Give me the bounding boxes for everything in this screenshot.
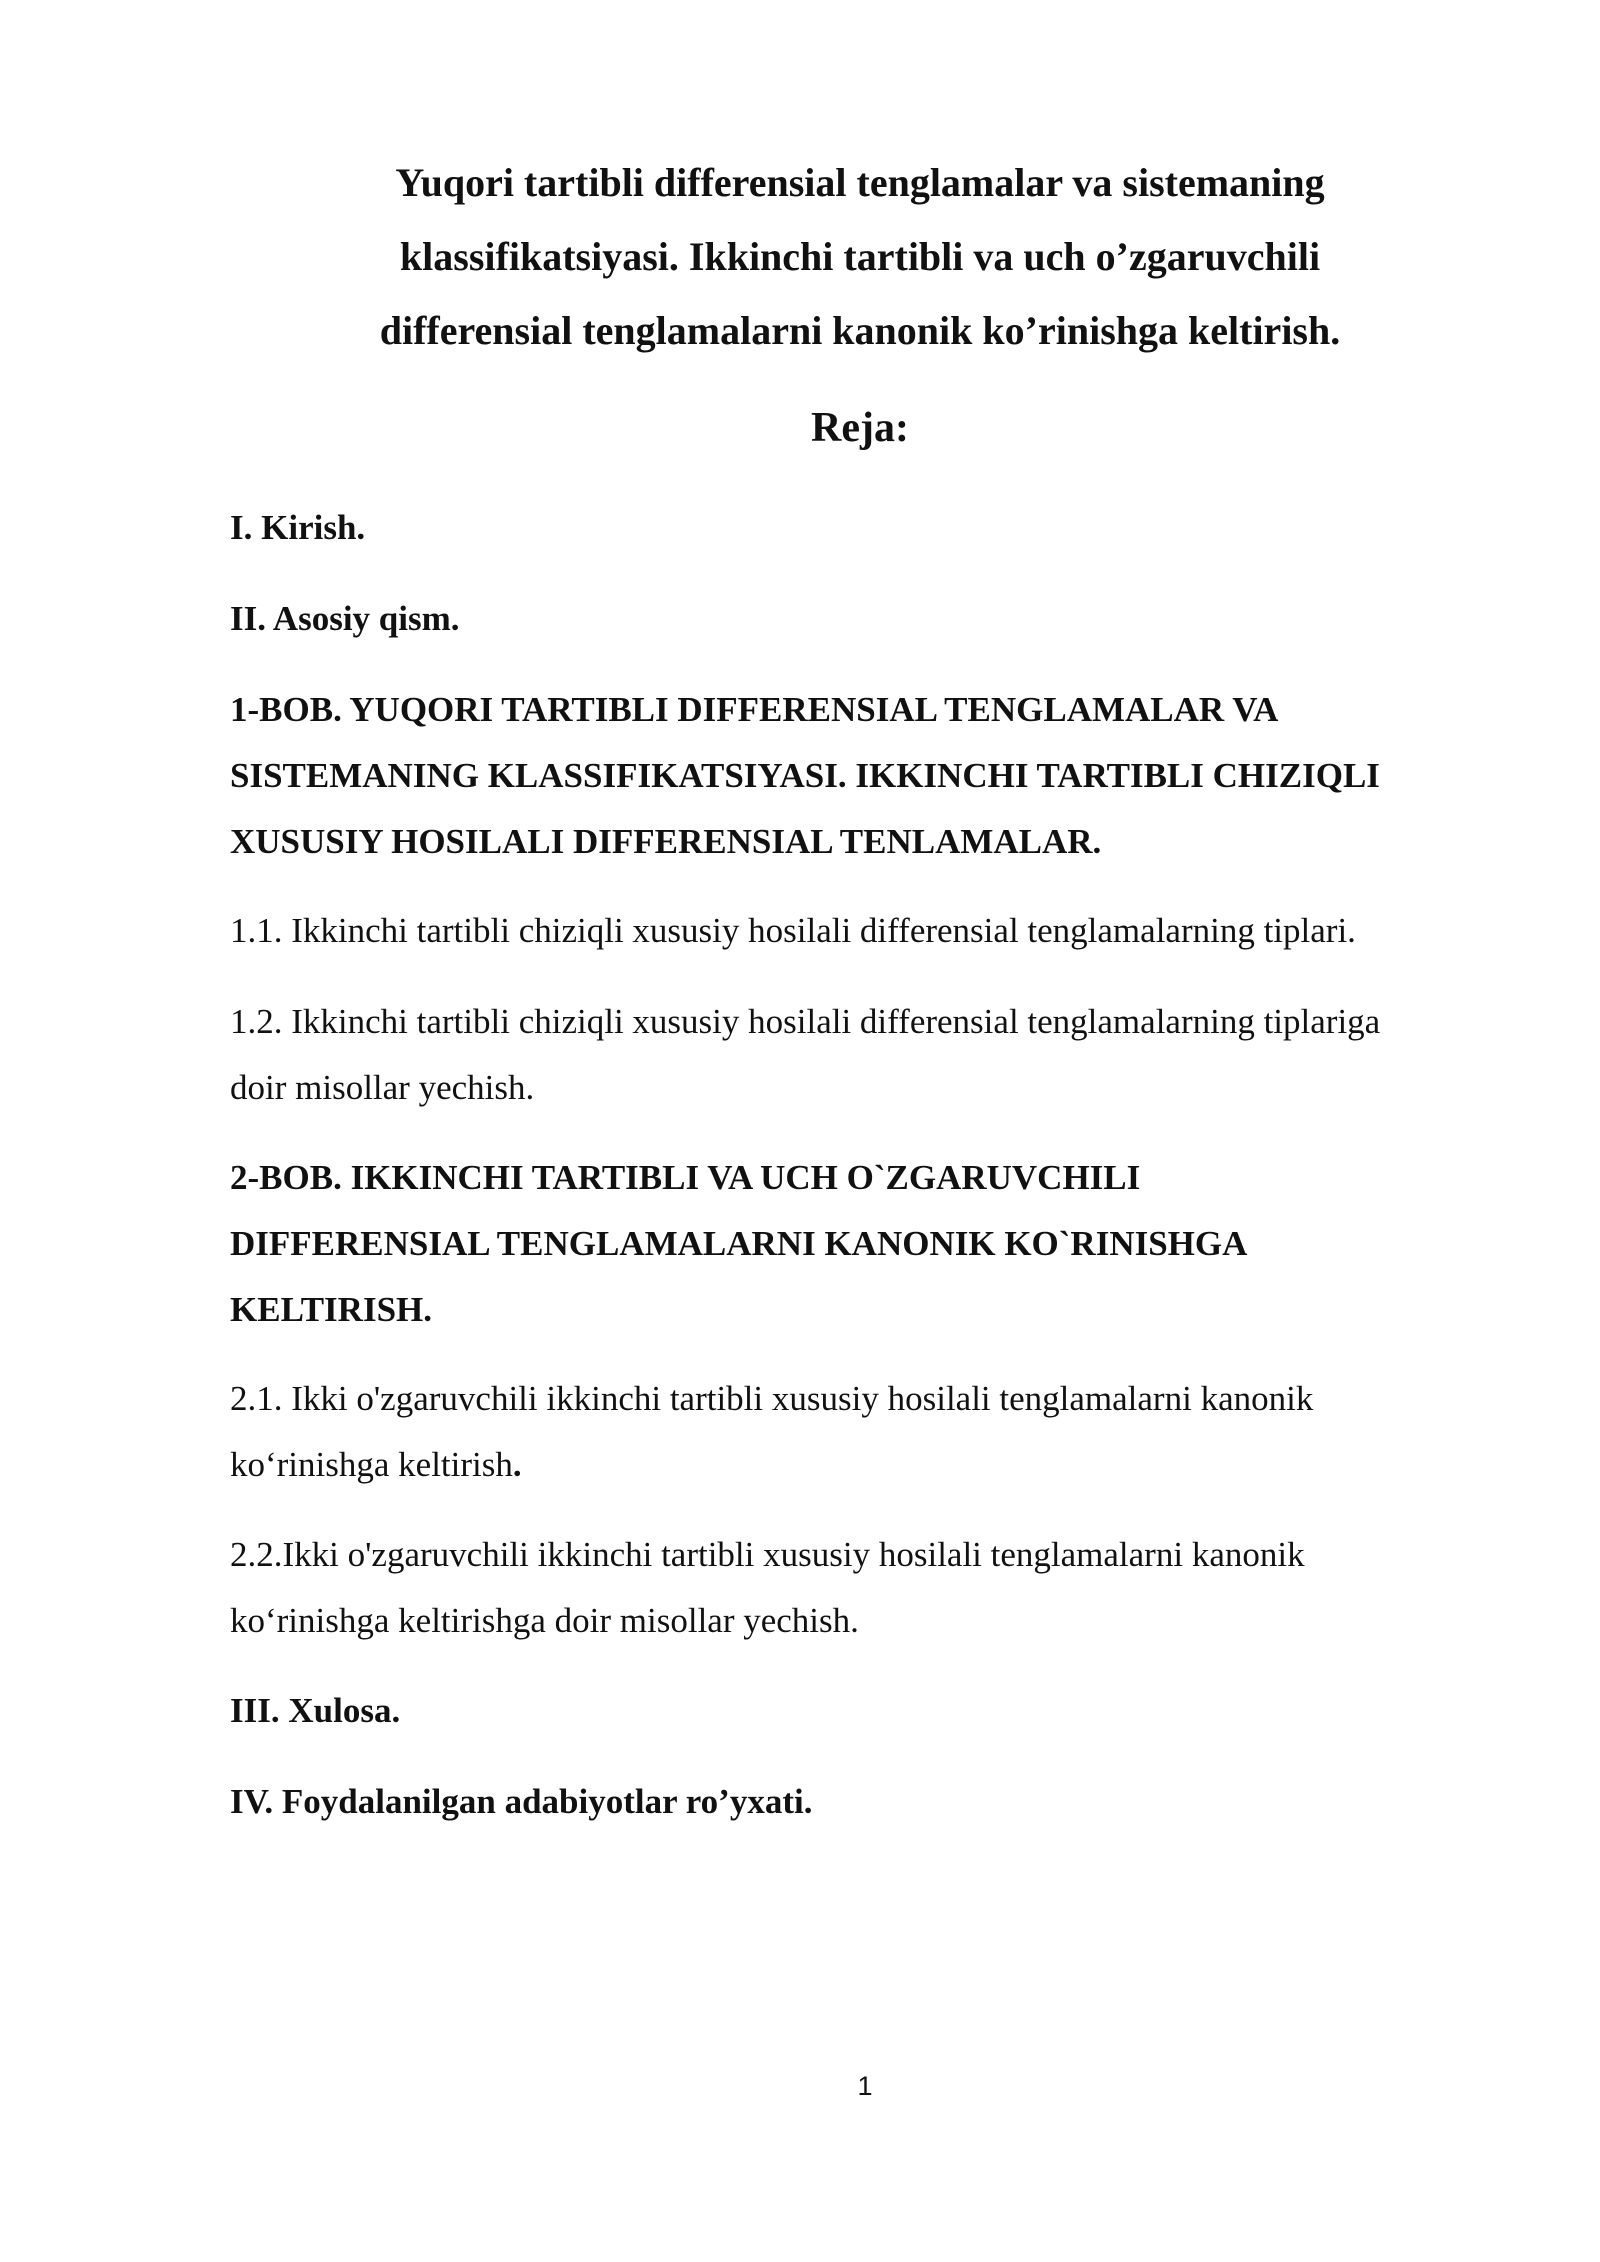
outline-item-section-2-2 — [230, 1522, 1530, 1654]
outline-line: I. Kirish. — [230, 508, 366, 547]
page-number: 1 — [857, 2071, 873, 2101]
outline-line: KELTIRISH. — [230, 1290, 433, 1329]
outline-line: XUSUSIY HOSILALI DIFFERENSIAL TENLAMALAR. — [230, 822, 1102, 861]
outline-line: doir misollar yechish. — [230, 1068, 535, 1107]
outline-item-references — [230, 1769, 1530, 1835]
outline-item-section-1-1 — [230, 898, 1530, 964]
title-line: differensial tenglamalarni kanonik ko’rinishga keltirish. — [379, 308, 1341, 353]
outline-line: 2.1. Ikki o'zgaruvchili ikkinchi tartibli xususiy hosilali tenglamalarni kanonik — [230, 1379, 1314, 1418]
outline-line: 1.2. Ikkinchi tartibli chiziqli xususiy hosilali differensial tenglamalarning tiplariga — [230, 1002, 1381, 1041]
document-title — [230, 146, 1490, 368]
title-line: klassifikatsiyasi. Ikkinchi tartibli va uch o’zgaruvchili — [399, 234, 1321, 279]
outline-line: SISTEMANING KLASSIFIKATSIYASI. IKKINCHI TARTIBLI CHIZIQLI — [230, 756, 1380, 795]
outline-line: 1-BOB. YUQORI TARTIBLI DIFFERENSIAL TENGLAMALAR VA — [230, 690, 1279, 729]
title-line: Yuqori tartibli differensial tenglamalar va sistemaning — [395, 160, 1325, 205]
outline-line-text: ko‘rinishga keltirish — [230, 1445, 513, 1484]
outline-item-conclusion — [230, 1678, 1530, 1744]
outline-item-introduction — [230, 495, 1530, 561]
outline-line: 1.1. Ikkinchi tartibli chiziqli xususiy hosilali differensial tenglamalarning tiplari. — [230, 911, 1356, 950]
outline-line: ko‘rinishga keltirishga doir misollar yechish. — [230, 1601, 859, 1640]
outline-item-main-part — [230, 586, 1530, 652]
outline-line: III. Xulosa. — [230, 1691, 401, 1730]
outline-item-chapter-2 — [230, 1145, 1530, 1343]
outline-line-bold-period: . — [512, 1445, 522, 1484]
outline-line: DIFFERENSIAL TENGLAMALARNI KANONIK KO`RINISHGA — [230, 1224, 1248, 1263]
outline-item-section-1-2 — [230, 989, 1530, 1121]
outline-line: IV. Foydalanilgan adabiyotlar ro’yxati. — [230, 1782, 813, 1821]
outline-line: 2.2.Ikki o'zgaruvchili ikkinchi tartibli xususiy hosilali tenglamalarni kanonik — [230, 1535, 1305, 1574]
plan-heading: Reja: — [811, 405, 909, 451]
outline-line: II. Asosiy qism. — [230, 599, 460, 638]
outline-line — [230, 1432, 1530, 1498]
outline-line: 2-BOB. IKKINCHI TARTIBLI VA UCH O`ZGARUVCHILI — [230, 1158, 1141, 1197]
outline-item-section-2-1 — [230, 1366, 1530, 1498]
outline-item-chapter-1 — [230, 677, 1530, 875]
